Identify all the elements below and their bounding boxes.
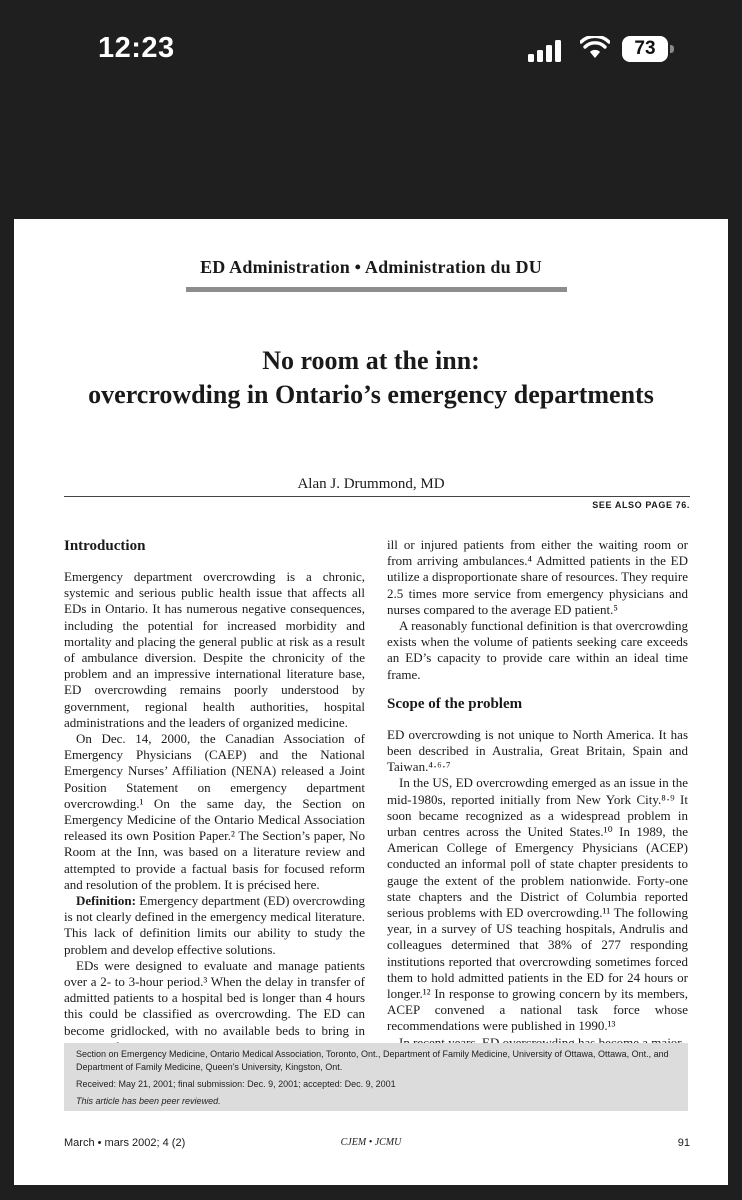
introduction-heading: Introduction <box>64 538 146 554</box>
received-dates: Received: May 21, 2001; final submission: Dec. 9, 2001; accepted: Dec. 9, 2001 <box>76 1079 396 1089</box>
cellular-signal-icon <box>528 38 562 62</box>
peer-review-note: This article has been peer reviewed. <box>76 1096 221 1106</box>
see-also-reference: SEE ALSO PAGE 76. <box>592 500 690 510</box>
paragraph: EDs were designed to evaluate and manage patients over a 2- to 3-hour period.³ When the delay in transfer of admitted patients to a hospital bed is longer than 4 hours this could be classified as overcrowding. The ED can become gridlocked, with no available beds to bring in <box>64 957 365 1038</box>
scope-heading: Scope of the problem <box>387 695 523 712</box>
article-title-line-2: overcrowding in Ontario’s emergency departments <box>88 380 654 409</box>
paragraph: ill or injured patients from either the waiting room or from arriving ambulances.⁴ Admitted patients in the ED utilize a disproportionate share of resources. They require 2.5 times more service from emergency physicians and nurses compared to the average ED patient.⁵ <box>387 537 688 617</box>
paragraph: Emergency department overcrowding is a chronic, systemic and serious public health issue that affects all EDs in Ontario. It has numerous negative consequences, including the potential for increased morbidity and mortality and placing the general public at risk as a result of ambulance diversion. Despite the chronicity of the problem and an impressive international literature base, ED overcrowding remains poorly understood by government, regional health authorities, hospital administrations and the leaders of organized medicine. <box>64 569 365 730</box>
left-column <box>64 537 365 1055</box>
section-header: ED Administration • Administration du DU <box>200 257 542 277</box>
paragraph: In the US, ED overcrowding emerged as an issue in the mid-1980s, reported initially from New York City.⁸·⁹ It soon became recognized as a widespread problem in urban centres across the United States.¹⁰ In 1989, the American College of Emergency Physicians (ACEP) conducted an informal poll of state chapter presidents to gauge the extent of the problem nationwide. Forty-one state chapters and the District of Columbia reported serious problems with ED overcrowding.¹¹ The following year, in a survey of US teaching hospitals, Andrulis and colleagues determined that 38% of 277 responding institutions reported that overcrowding sometimes forced them to hold admitted patients in the ED for 24 hours or longer.¹² In response to growing concern by its members, ACEP convened a national task force whose recommendations were published in 1990.¹³ <box>387 775 688 1034</box>
right-column <box>387 537 688 1051</box>
affiliation-box <box>64 1043 688 1111</box>
header-rule <box>186 287 567 292</box>
author-rule <box>64 496 690 497</box>
wifi-icon <box>580 36 610 60</box>
affiliation-text: Section on Emergency Medicine, Ontario Medical Association, Toronto, Ont., Department of Family Medicine, University of Ottawa, Ottawa, Ont., and Department of Family Medicine, Queen’s University, Kingston, Ont. <box>76 1049 669 1072</box>
document-page <box>14 219 728 1185</box>
issue-info: March • mars 2002; 4 (2) <box>64 1137 186 1149</box>
definition-label: Definition: <box>76 893 136 909</box>
clock: 12:23 <box>98 32 175 64</box>
journal-name: CJEM • JCMU <box>340 1137 402 1148</box>
paragraph: Definition: Emergency department (ED) overcrowding is not clearly defined in the emergency medical literature. This lack of definition limits our ability to study the problem and develop effective solutions. <box>64 893 365 957</box>
article-title-line-1: No room at the inn: <box>262 346 480 375</box>
status-bar <box>0 0 742 100</box>
paragraph: A reasonably functional definition is that overcrowding exists when the volume of patients seeking care exceeds an ED’s capacity to provide care within an ideal time frame. <box>387 618 688 682</box>
battery-icon <box>622 36 674 62</box>
paragraph: On Dec. 14, 2000, the Canadian Association of Emergency Physicians (CAEP) and the National Emergency Nurses’ Affiliation (NENA) released a Joint Position Statement on emergency department overcrowding.¹ On the same day, the Section on Emergency Medicine of the Ontario Medical Association released its own Position Paper.² The Section’s paper, No Room at the Inn, was based on a literature review and attempted to provide a factual basis for focused reform and resolution of the problem. It is précised here. <box>64 731 365 892</box>
battery-level: 73 <box>622 36 668 62</box>
page-number: 91 <box>677 1137 690 1149</box>
paragraph: ED overcrowding is not unique to North America. It has been described in Australia, Great Britain, Spain and Taiwan.⁴·⁶·⁷ <box>387 726 688 775</box>
author: Alan J. Drummond, MD <box>297 476 445 492</box>
